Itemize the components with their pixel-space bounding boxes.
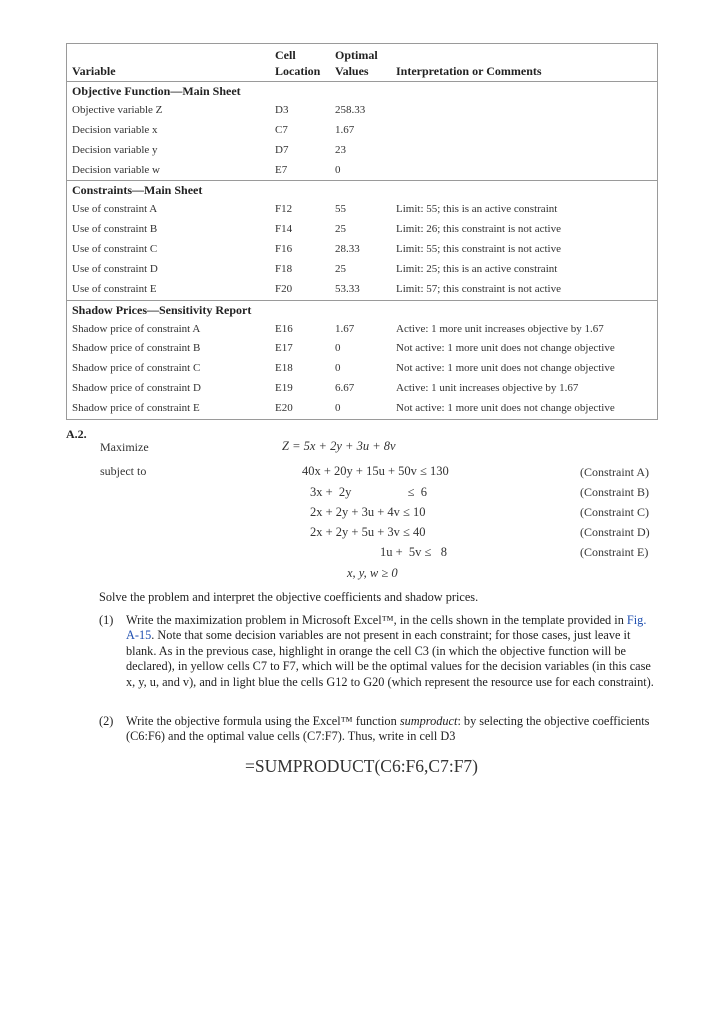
cell-variable: Shadow price of constraint E — [72, 401, 200, 414]
cell-location: F14 — [275, 223, 293, 236]
cell-variable: Use of constraint E — [72, 282, 157, 295]
cell-variable: Shadow price of constraint B — [72, 342, 201, 355]
constraint-d-label: (Constraint D) — [580, 525, 650, 539]
header-values: Values — [335, 64, 369, 78]
table-row — [67, 141, 657, 161]
table-row — [67, 220, 657, 240]
table-row — [67, 260, 657, 280]
problem-label: A.2. — [66, 427, 87, 441]
cell-location: E20 — [275, 401, 293, 414]
constraint-c-label: (Constraint C) — [580, 505, 649, 519]
item-text-part: Write the objective formula using the Excel™ function — [126, 714, 400, 728]
header-cell: Cell — [275, 48, 296, 62]
item-number: (1) — [99, 613, 114, 627]
constraint-e-expr: 1u + 5v ≤ 8 — [380, 545, 448, 559]
constraint-e-label: (Constraint E) — [580, 545, 649, 559]
header-location: Location — [275, 64, 321, 78]
cell-location: E19 — [275, 382, 293, 395]
item-text — [126, 714, 659, 745]
function-name: sumproduct — [399, 714, 458, 728]
cell-variable: Use of constraint D — [72, 262, 158, 275]
table-row — [67, 161, 657, 181]
cell-comment: Not active: 1 more unit does not change objective — [396, 401, 615, 414]
nonnegativity: x, y, w ≥ 0 — [347, 566, 398, 580]
section-title: Shadow Prices—Sensitivity Report — [72, 302, 252, 317]
cell-comment: Active: 1 more unit increases objective by 1.67 — [396, 322, 604, 335]
section-shadow-prices — [67, 301, 657, 419]
table-row — [67, 359, 657, 379]
constraint-b-label: (Constraint B) — [580, 485, 649, 499]
cell-location: F18 — [275, 262, 293, 275]
cell-variable: Use of constraint A — [72, 203, 158, 216]
cell-value: 53.33 — [335, 282, 360, 295]
cell-value: 25 — [335, 223, 346, 236]
cell-location: E17 — [275, 342, 293, 355]
cell-value: 0 — [335, 163, 341, 176]
cell-value: 0 — [335, 342, 341, 355]
item-text — [126, 613, 659, 690]
item-text-part: : by selecting the objective coefficients (C6:F6) and the optimal value cells (C7:F7). Thus, write in cell D3 — [126, 714, 650, 744]
cell-location: E16 — [275, 322, 293, 335]
list-item — [99, 613, 659, 690]
cell-value: 1.67 — [335, 322, 355, 335]
cell-comment: Active: 1 unit increases objective by 1.67 — [396, 382, 579, 395]
cell-comment: Limit: 55; this is an active constraint — [396, 203, 558, 216]
header-interpretation: Interpretation or Comments — [396, 64, 542, 78]
table-row — [67, 339, 657, 359]
cell-comment: Limit: 55; this constraint is not active — [396, 243, 561, 256]
header-variable: Variable — [72, 64, 116, 78]
cell-location: D3 — [275, 104, 289, 116]
maximize-label: Maximize — [100, 440, 149, 454]
cell-variable: Shadow price of constraint A — [72, 322, 201, 335]
sumproduct-formula: =SUMPRODUCT(C6:F6,C7:F7) — [244, 756, 479, 776]
cell-comment: Limit: 57; this constraint is not active — [396, 282, 561, 295]
results-table — [66, 43, 658, 420]
cell-value: 55 — [335, 203, 346, 216]
intro-paragraph: Solve the problem and interpret the objective coefficients and shadow prices. — [99, 590, 479, 604]
cell-variable: Use of constraint B — [72, 223, 158, 236]
cell-variable: Decision variable y — [72, 143, 158, 156]
cell-location: F20 — [275, 282, 293, 295]
cell-location: F12 — [275, 203, 293, 216]
subject-to-label: subject to — [100, 464, 147, 478]
constraint-a-expr: 40x + 20y + 15u + 50v ≤ 130 — [302, 464, 449, 478]
table-row — [67, 200, 657, 220]
cell-value: 25 — [335, 262, 346, 275]
objective-function: Z = 5x + 2y + 3u + 8v — [282, 439, 396, 453]
section-title: Constraints—Main Sheet — [72, 183, 203, 198]
cell-variable: Shadow price of constraint D — [72, 382, 201, 395]
cell-variable: Decision variable x — [72, 123, 158, 136]
cell-comment: Not active: 1 more unit does not change objective — [396, 362, 615, 375]
figure-link[interactable]: Fig. A-15 — [126, 613, 647, 643]
cell-location: F16 — [275, 243, 293, 256]
item-text-part: . Note that some decision variables are not present in each constraint; for those cases, just leave it blank. As in the previous case, highlight in orange the cell C3 (in which the objective function will be declared), in yellow cells C7 to F7, which will be the optimal values for the decision variables (in this case x, y, u, and v), and in light blue the cells G12 to G20 (which represent the resource use for each constraint). — [126, 628, 654, 689]
cell-location: D7 — [275, 143, 289, 156]
cell-location: C7 — [275, 123, 288, 136]
table-row — [67, 101, 657, 121]
cell-variable: Shadow price of constraint C — [72, 362, 201, 375]
table-row — [67, 121, 657, 141]
constraint-a-label: (Constraint A) — [580, 465, 649, 479]
table-row — [67, 240, 657, 260]
header-optimal: Optimal — [335, 48, 378, 62]
cell-value: 28.33 — [335, 243, 360, 256]
cell-variable: Decision variable w — [72, 163, 160, 176]
item-text-part: Write the maximization problem in Microsoft Excel™, in the cells shown in the template provided in — [126, 613, 627, 627]
table-row — [67, 280, 657, 300]
table-row — [67, 399, 657, 419]
cell-value: 1.67 — [335, 123, 355, 136]
list-item — [99, 714, 659, 745]
cell-comment: Not active: 1 more unit does not change objective — [396, 342, 615, 355]
cell-value: 0 — [335, 362, 341, 375]
constraint-c-expr: 2x + 2y + 3u + 4v ≤ 10 — [310, 505, 426, 519]
cell-comment: Limit: 25; this is an active constraint — [396, 262, 558, 275]
section-objective — [67, 82, 657, 181]
constraint-b-expr: 3x + 2y ≤ 6 — [310, 485, 428, 499]
constraint-d-expr: 2x + 2y + 5u + 3v ≤ 40 — [310, 525, 426, 539]
table-header — [67, 44, 657, 82]
cell-comment: Limit: 26; this constraint is not active — [396, 223, 561, 236]
cell-value: 23 — [335, 143, 346, 156]
cell-variable: Objective variable Z — [72, 104, 163, 116]
section-title: Objective Function—Main Sheet — [72, 84, 241, 98]
cell-location: E7 — [275, 163, 288, 176]
cell-value: 6.67 — [335, 382, 355, 395]
cell-value: 258.33 — [335, 104, 366, 116]
section-constraints — [67, 181, 657, 300]
cell-value: 0 — [335, 401, 341, 414]
cell-location: E18 — [275, 362, 293, 375]
table-row — [67, 320, 657, 340]
cell-variable: Use of constraint C — [72, 243, 158, 256]
item-number: (2) — [99, 714, 114, 728]
table-row — [67, 379, 657, 399]
